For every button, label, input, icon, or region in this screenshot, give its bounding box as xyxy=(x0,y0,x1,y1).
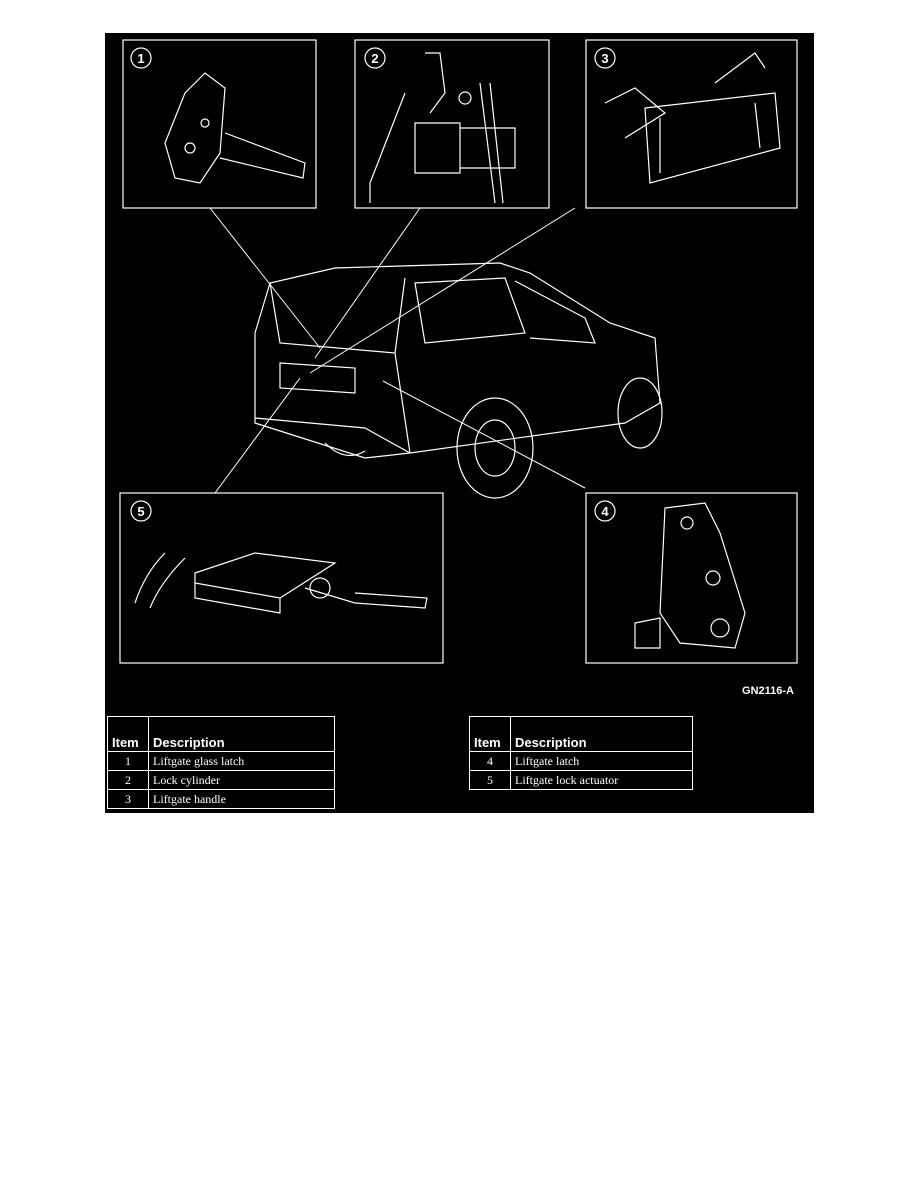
legend-table-left xyxy=(107,716,335,809)
callout-5: 5 xyxy=(137,504,145,519)
table-row xyxy=(470,771,693,790)
description-header: Description xyxy=(149,717,335,752)
item-description: Liftgate glass latch xyxy=(149,752,335,771)
item-description: Liftgate latch xyxy=(511,752,693,771)
item-number: 1 xyxy=(108,752,149,771)
callout-4: 4 xyxy=(601,504,609,519)
item-number: 4 xyxy=(470,752,511,771)
detail-box-4 xyxy=(586,493,797,663)
table-row xyxy=(470,752,693,771)
detail-box-5 xyxy=(120,493,443,663)
detail-box-3 xyxy=(586,40,797,208)
callout-2: 2 xyxy=(371,51,379,66)
vehicle-rear-view xyxy=(255,263,662,498)
legend-table-right xyxy=(469,716,693,790)
liftgate-components-illustration xyxy=(105,33,814,713)
item-description: Liftgate handle xyxy=(149,790,335,809)
description-header: Description xyxy=(511,717,693,752)
detail-box-2 xyxy=(355,40,549,208)
table-row xyxy=(108,752,335,771)
table-row xyxy=(108,790,335,809)
table-header-row xyxy=(108,717,335,752)
item-header: Item xyxy=(470,717,511,752)
leader-lines xyxy=(210,208,585,493)
item-number: 3 xyxy=(108,790,149,809)
item-description: Liftgate lock actuator xyxy=(511,771,693,790)
item-number: 5 xyxy=(470,771,511,790)
item-number: 2 xyxy=(108,771,149,790)
item-description: Lock cylinder xyxy=(149,771,335,790)
detail-box-1 xyxy=(123,40,316,208)
table-row xyxy=(108,771,335,790)
item-header: Item xyxy=(108,717,149,752)
diagram-panel xyxy=(105,33,814,813)
callout-3: 3 xyxy=(601,51,609,66)
figure-id: GN2116-A xyxy=(742,685,794,697)
callout-1: 1 xyxy=(137,51,145,66)
table-header-row xyxy=(470,717,693,752)
